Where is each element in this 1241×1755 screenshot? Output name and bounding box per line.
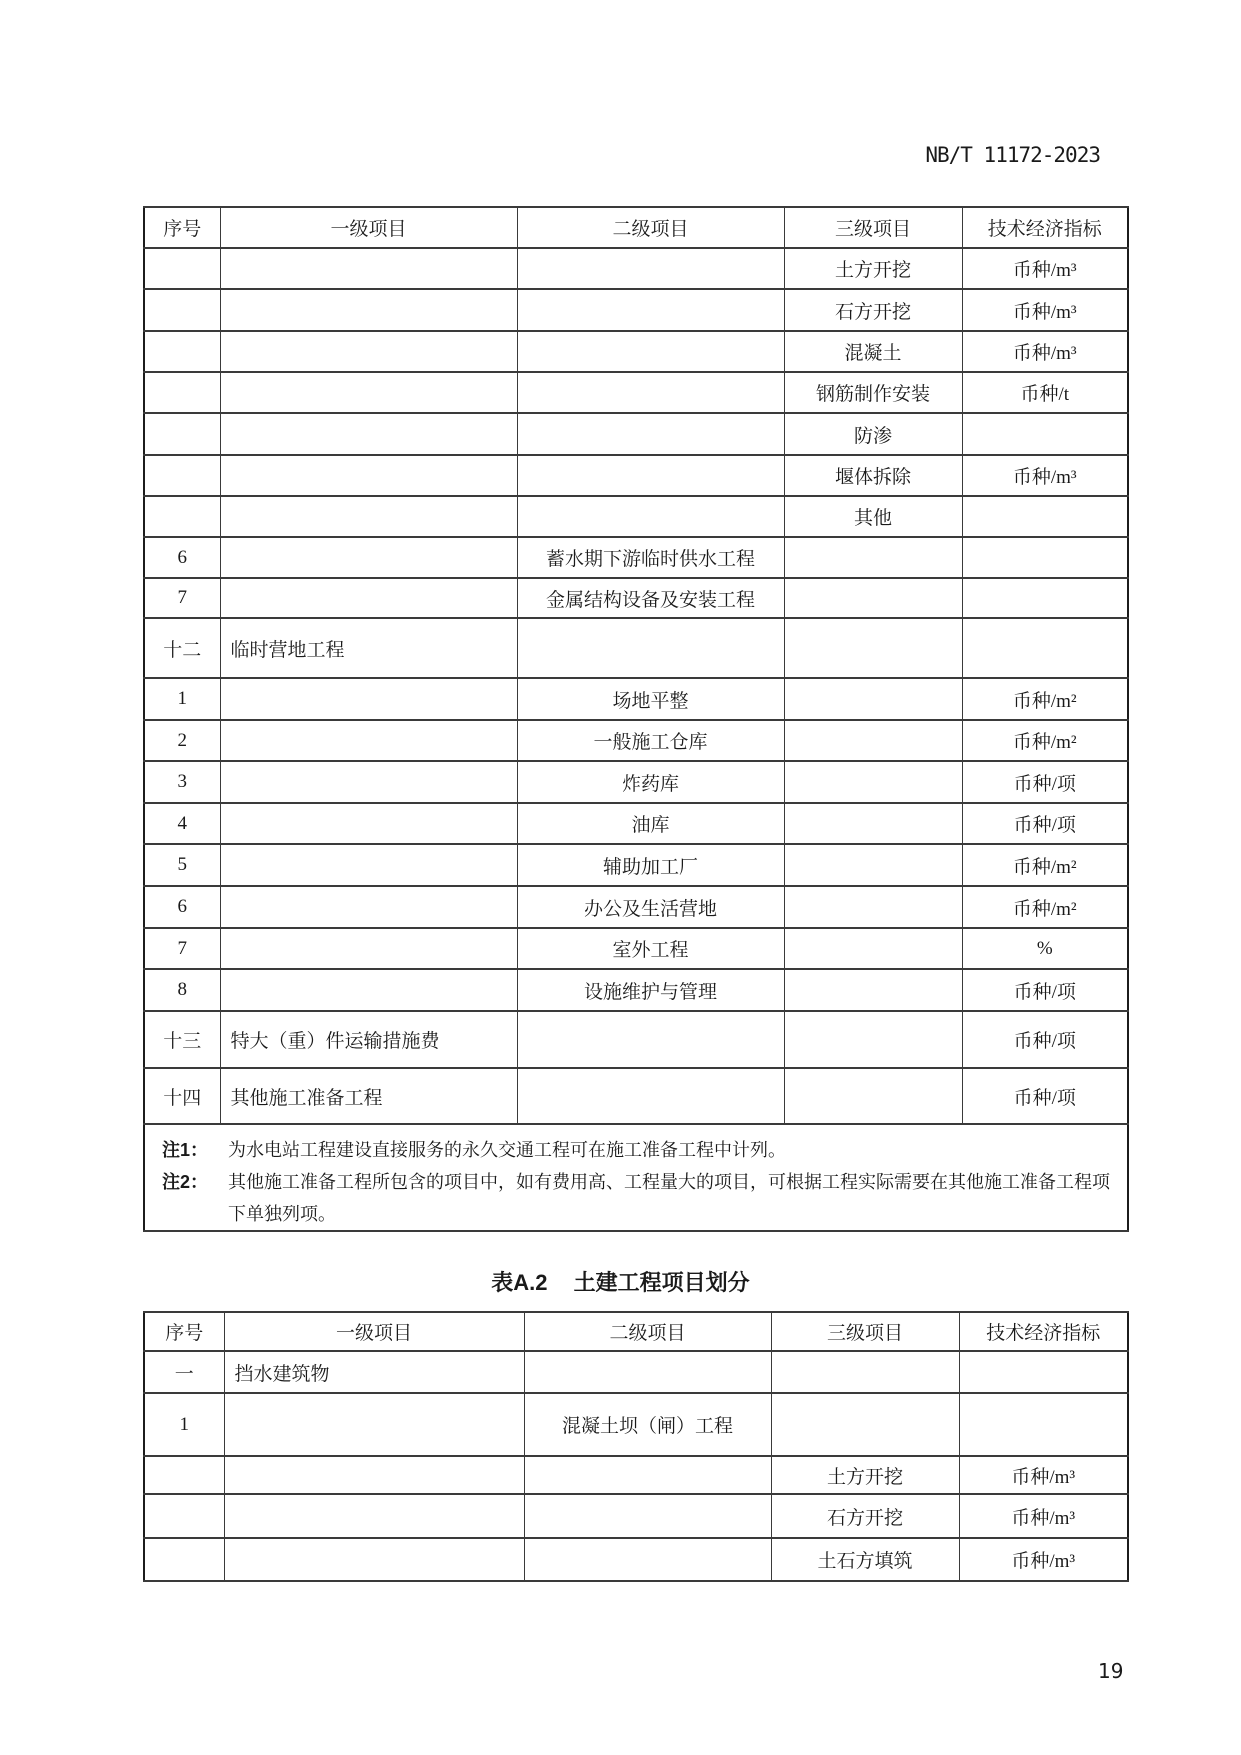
table-row xyxy=(144,1351,1128,1393)
column-header-1: 一级项目 xyxy=(224,1312,524,1351)
header-row xyxy=(144,207,1128,248)
table-a2-civil-works xyxy=(143,1311,1129,1582)
table-cell xyxy=(220,969,517,1011)
table-cell xyxy=(220,331,517,372)
table-cell: 炸药库 xyxy=(517,761,784,803)
table-cell xyxy=(962,496,1128,537)
table-cell xyxy=(144,1538,224,1581)
table-row xyxy=(144,496,1128,537)
table-cell xyxy=(962,537,1128,578)
table-row xyxy=(144,537,1128,578)
table-cell xyxy=(962,618,1128,678)
table-cell: 1 xyxy=(144,678,220,720)
table-cell: 币种/m³ xyxy=(959,1456,1128,1494)
table-cell xyxy=(784,803,962,844)
table-cell xyxy=(220,372,517,413)
table-cell: 十三 xyxy=(144,1011,220,1068)
table-notes xyxy=(144,1124,1128,1231)
table-cell: 币种/t xyxy=(962,372,1128,413)
table-row xyxy=(144,578,1128,618)
table-cell xyxy=(517,372,784,413)
table-cell: 币种/m³ xyxy=(962,331,1128,372)
table-cell: 币种/项 xyxy=(962,1068,1128,1124)
page-number: 19 xyxy=(1098,1659,1124,1683)
table-cell: 石方开挖 xyxy=(771,1494,959,1538)
table-cell xyxy=(220,928,517,969)
table-cell xyxy=(144,496,220,537)
table-cell: 一般施工仓库 xyxy=(517,720,784,761)
table-cell xyxy=(517,496,784,537)
table-cell xyxy=(220,720,517,761)
table-row xyxy=(144,372,1128,413)
table-cell: 钢筋制作安装 xyxy=(784,372,962,413)
table-cell xyxy=(220,678,517,720)
table-cell: 油库 xyxy=(517,803,784,844)
table-cell xyxy=(220,455,517,496)
table-cell xyxy=(784,678,962,720)
table-row xyxy=(144,1494,1128,1538)
table-row xyxy=(144,1456,1128,1494)
table-cell: 混凝土坝（闸）工程 xyxy=(524,1393,771,1456)
table-cell: 币种/项 xyxy=(962,1011,1128,1068)
table-cell: 防渗 xyxy=(784,413,962,455)
table-cell xyxy=(517,1011,784,1068)
table-cell xyxy=(517,248,784,289)
table-cell xyxy=(784,844,962,886)
table-a2-name: 土建工程项目划分 xyxy=(573,1270,750,1295)
table-cell: 金属结构设备及安装工程 xyxy=(517,578,784,618)
table-cell: 蓄水期下游临时供水工程 xyxy=(517,537,784,578)
table-cell: 币种/m² xyxy=(962,678,1128,720)
table-cell xyxy=(220,537,517,578)
table-cell xyxy=(220,496,517,537)
table-row xyxy=(144,844,1128,886)
table-cell: 币种/项 xyxy=(962,761,1128,803)
table-row xyxy=(144,618,1128,678)
table-cell: 币种/m³ xyxy=(962,289,1128,331)
table-cell xyxy=(144,331,220,372)
table-cell: 7 xyxy=(144,928,220,969)
notes-row xyxy=(144,1124,1128,1231)
table-cell xyxy=(784,969,962,1011)
table-a2-label: 表A.2 xyxy=(491,1270,548,1295)
table-row xyxy=(144,413,1128,455)
table-cell: 场地平整 xyxy=(517,678,784,720)
table-cell xyxy=(517,413,784,455)
table-cell xyxy=(224,1538,524,1581)
table-cell xyxy=(784,928,962,969)
table-row xyxy=(144,248,1128,289)
table-cell: 其他施工准备工程 xyxy=(220,1068,517,1124)
table-cell: 6 xyxy=(144,537,220,578)
table-row xyxy=(144,1393,1128,1456)
table-row xyxy=(144,331,1128,372)
column-header-4: 技术经济指标 xyxy=(959,1312,1128,1351)
table-cell xyxy=(784,761,962,803)
note-label: 注2： xyxy=(162,1172,209,1192)
table-cell xyxy=(517,618,784,678)
note-text: 为水电站工程建设直接服务的永久交通工程可在施工准备工程中计列。 xyxy=(228,1140,786,1160)
table-cell: 8 xyxy=(144,969,220,1011)
table-cell xyxy=(220,413,517,455)
table-cell: 十四 xyxy=(144,1068,220,1124)
table-cell xyxy=(784,1011,962,1068)
table-cell: 币种/m² xyxy=(962,720,1128,761)
table-cell: 6 xyxy=(144,886,220,928)
column-header-3: 三级项目 xyxy=(784,207,962,248)
table-cell: 币种/m² xyxy=(962,886,1128,928)
table-cell xyxy=(144,1494,224,1538)
table-cell xyxy=(220,761,517,803)
table-cell xyxy=(524,1494,771,1538)
table-cell xyxy=(220,886,517,928)
table-cell xyxy=(517,331,784,372)
table-row xyxy=(144,678,1128,720)
table-cell: 辅助加工厂 xyxy=(517,844,784,886)
table-cell xyxy=(144,248,220,289)
table-cell xyxy=(771,1351,959,1393)
table-cell: 4 xyxy=(144,803,220,844)
table-cell: 7 xyxy=(144,578,220,618)
table-row xyxy=(144,803,1128,844)
standard-number: NB/T 11172-2023 xyxy=(925,143,1100,167)
table-row xyxy=(144,1011,1128,1068)
table-cell xyxy=(784,720,962,761)
table-cell xyxy=(517,289,784,331)
table-row xyxy=(144,969,1128,1011)
table-cell xyxy=(144,1456,224,1494)
table-cell: 土石方填筑 xyxy=(771,1538,959,1581)
table-cell xyxy=(224,1393,524,1456)
table-cell: 币种/项 xyxy=(962,803,1128,844)
table-cell: 1 xyxy=(144,1393,224,1456)
table-cell: 临时营地工程 xyxy=(220,618,517,678)
column-header-0: 序号 xyxy=(144,1312,224,1351)
header-row xyxy=(144,1312,1128,1351)
table-cell xyxy=(784,578,962,618)
table-cell: 十二 xyxy=(144,618,220,678)
table-cell: 混凝土 xyxy=(784,331,962,372)
column-header-4: 技术经济指标 xyxy=(962,207,1128,248)
table-cell: 特大（重）件运输措施费 xyxy=(220,1011,517,1068)
column-header-0: 序号 xyxy=(144,207,220,248)
table-cell xyxy=(784,1068,962,1124)
column-header-2: 二级项目 xyxy=(524,1312,771,1351)
table-cell: 币种/m³ xyxy=(959,1538,1128,1581)
table-cell xyxy=(220,578,517,618)
table-cell xyxy=(771,1393,959,1456)
table-cell xyxy=(220,844,517,886)
table-a1-continuation xyxy=(143,206,1129,1232)
table-row xyxy=(144,1068,1128,1124)
table-cell: 土方开挖 xyxy=(784,248,962,289)
table-cell xyxy=(220,289,517,331)
table-row xyxy=(144,455,1128,496)
table-cell xyxy=(144,413,220,455)
table-cell: 币种/项 xyxy=(962,969,1128,1011)
table-cell xyxy=(517,1068,784,1124)
table-cell xyxy=(784,886,962,928)
column-header-3: 三级项目 xyxy=(771,1312,959,1351)
table-cell: 币种/m³ xyxy=(962,455,1128,496)
table-cell xyxy=(524,1456,771,1494)
table-cell: 堰体拆除 xyxy=(784,455,962,496)
table-cell xyxy=(959,1393,1128,1456)
table-cell xyxy=(144,289,220,331)
table-cell xyxy=(144,455,220,496)
table-cell: 币种/m³ xyxy=(959,1494,1128,1538)
table-cell xyxy=(524,1538,771,1581)
table-cell: 室外工程 xyxy=(517,928,784,969)
table-cell xyxy=(784,618,962,678)
table-cell: 3 xyxy=(144,761,220,803)
table-row xyxy=(144,928,1128,969)
table-cell xyxy=(962,413,1128,455)
table-cell: 其他 xyxy=(784,496,962,537)
column-header-1: 一级项目 xyxy=(220,207,517,248)
column-header-2: 二级项目 xyxy=(517,207,784,248)
table-cell: 一 xyxy=(144,1351,224,1393)
table-cell: 5 xyxy=(144,844,220,886)
table-row xyxy=(144,1538,1128,1581)
table-cell xyxy=(962,578,1128,618)
note-text: 其他施工准备工程所包含的项目中，如有费用高、工程量大的项目，可根据工程实际需要在其他施工准备工程项下单独列项。 xyxy=(228,1172,1110,1224)
table-cell: 办公及生活营地 xyxy=(517,886,784,928)
table-a2-title xyxy=(0,1266,1241,1297)
table-cell: 石方开挖 xyxy=(784,289,962,331)
table-cell xyxy=(220,248,517,289)
table-cell xyxy=(224,1456,524,1494)
table-cell xyxy=(220,803,517,844)
table-cell: 币种/m² xyxy=(962,844,1128,886)
note-label: 注1： xyxy=(162,1140,209,1160)
table-cell xyxy=(144,372,220,413)
table-row xyxy=(144,886,1128,928)
table-cell xyxy=(224,1494,524,1538)
table-row xyxy=(144,761,1128,803)
table-cell: 2 xyxy=(144,720,220,761)
table-cell: 挡水建筑物 xyxy=(224,1351,524,1393)
table-cell: 土方开挖 xyxy=(771,1456,959,1494)
table-note xyxy=(162,1134,1117,1166)
table-row xyxy=(144,289,1128,331)
table-cell xyxy=(784,537,962,578)
table-row xyxy=(144,720,1128,761)
table-cell xyxy=(517,455,784,496)
table-cell: % xyxy=(962,928,1128,969)
table-cell xyxy=(524,1351,771,1393)
table-cell: 币种/m³ xyxy=(962,248,1128,289)
table-cell xyxy=(959,1351,1128,1393)
table-cell: 设施维护与管理 xyxy=(517,969,784,1011)
table-note xyxy=(162,1166,1117,1230)
